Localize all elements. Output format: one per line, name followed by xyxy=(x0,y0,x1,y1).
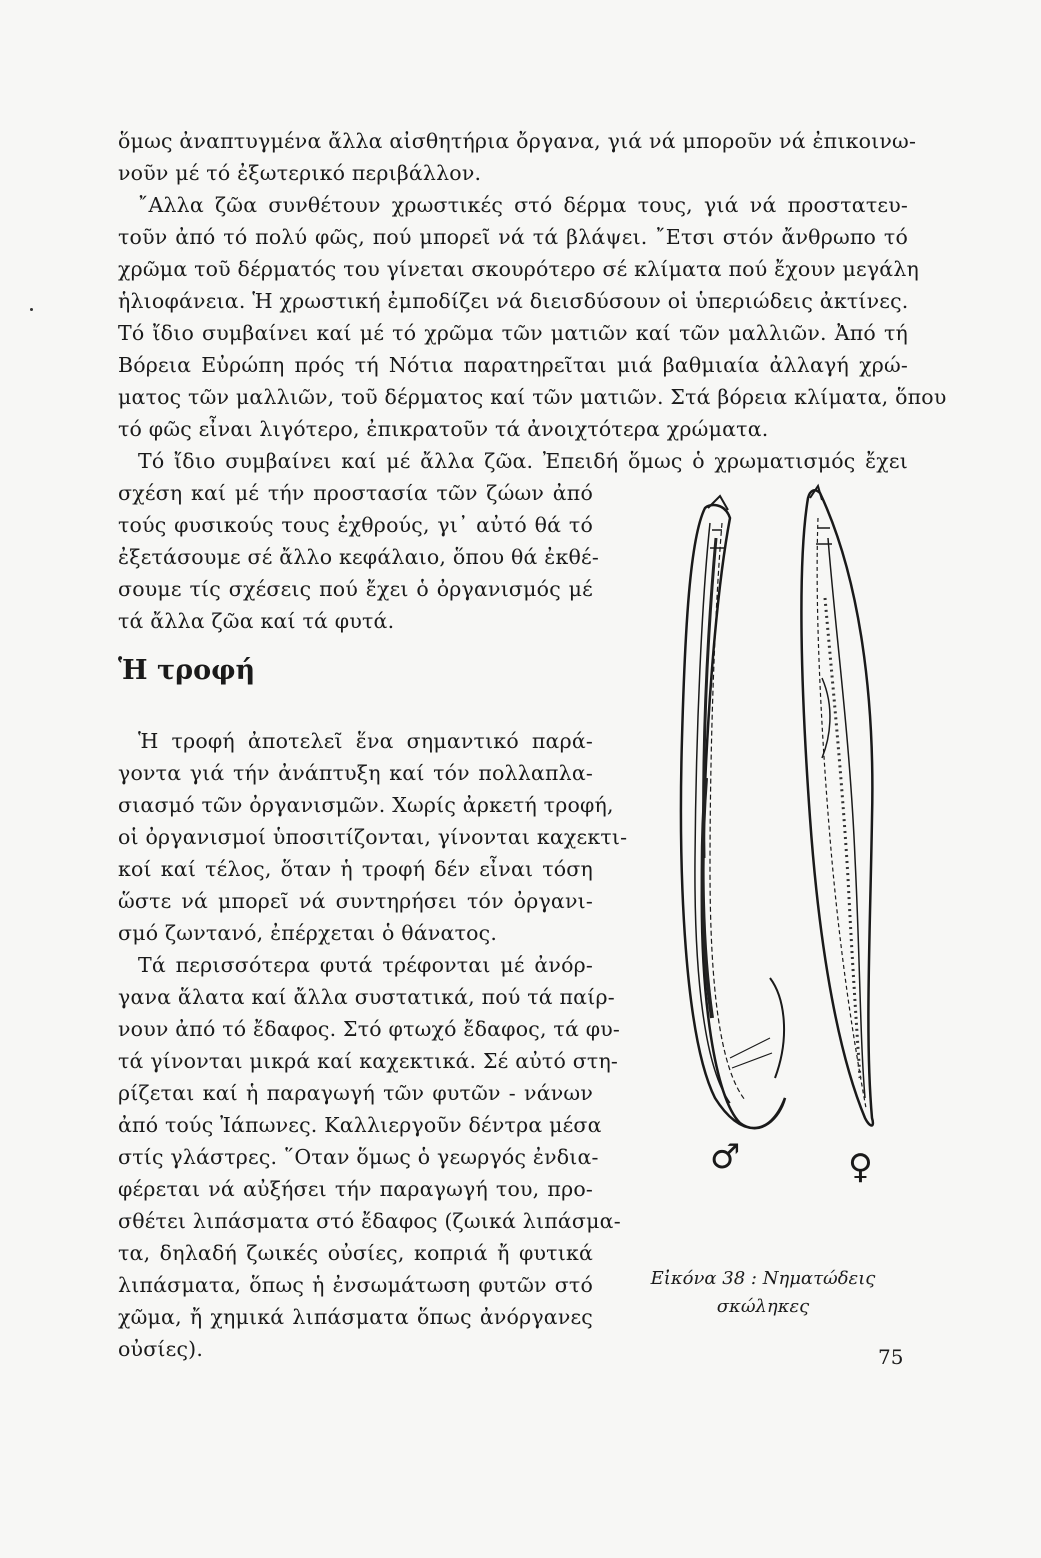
text-line: λιπάσματα, ὅπως ἡ ἐνσωμάτωση φυτῶν στό xyxy=(118,1273,593,1297)
male-symbol: ♂ xyxy=(710,1137,741,1177)
text-line: τό φῶς εἶναι λιγότερο, ἐπικρατοῦν τά ἀνοιχτότερα χρώματα. xyxy=(118,417,769,441)
text-line: ἀπό τούς Ἰάπωνες. Καλλιεργοῦν δέντρα μέσα xyxy=(118,1113,602,1137)
text-line: χρῶμα τοῦ δέρματός του γίνεται σκουρότερο σέ κλίματα πού ἔχουν μεγάλη xyxy=(118,257,919,281)
text-line: ὥστε νά μπορεῖ νά συντηρήσει τόν ὀργανι- xyxy=(118,889,593,913)
text-line: σθέτει λιπάσματα στό ἔδαφος (ζωικά λιπάσμα- xyxy=(118,1209,621,1233)
text-line: ἡλιοφάνεια. Ἡ χρωστική ἐμποδίζει νά διεισδύσουν οἱ ὑπεριώδεις ἀκτίνες. xyxy=(118,289,909,313)
text-line: Τό ἴδιο συμβαίνει καί μέ ἄλλα ζῶα. Ἐπειδή ὅμως ὁ χρωματισμός ἔχει xyxy=(138,449,908,473)
text-line: σχέση καί μέ τήν προστασία τῶν ζώων ἀπό xyxy=(118,481,593,505)
female-nematode-drawing xyxy=(801,486,872,1126)
text-line: ματος τῶν μαλλιῶν, τοῦ δέρματος καί τῶν ματιῶν. Στά βόρεια κλίματα, ὅπου xyxy=(118,385,947,409)
caption-line: σκώληκες xyxy=(716,1296,810,1317)
text-line: ῎Αλλα ζῶα συνθέτουν χρωστικές στό δέρμα τους, γιά νά προστατευ- xyxy=(138,193,908,217)
figure-caption xyxy=(628,1265,898,1321)
text-line: ὅμως ἀναπτυγμένα ἄλλα αἰσθητήρια ὄργανα, γιά νά μποροῦν νά ἐπικοινω- xyxy=(118,129,917,153)
text-line: κοί καί τέλος, ὅταν ἡ τροφή δέν εἶναι τόση xyxy=(118,857,593,881)
male-nematode-drawing xyxy=(681,496,785,1128)
text-line: Τά περισσότερα φυτά τρέφονται μέ ἀνόρ- xyxy=(138,953,593,977)
caption-line: Εἰκόνα 38 : Νηματώδεις xyxy=(650,1268,876,1289)
nematode-figure xyxy=(660,478,930,1558)
text-line: νουν ἀπό τό ἔδαφος. Στό φτωχό ἔδαφος, τά φυ- xyxy=(118,1017,621,1041)
text-line: τά γίνονται μικρά καί καχεκτικά. Σέ αὐτό στη- xyxy=(118,1049,619,1073)
text-line: τούς φυσικούς τους ἐχθρούς, γι᾽ αὐτό θά τό xyxy=(118,513,593,537)
text-line: Ἡ τροφή ἀποτελεῖ ἕνα σημαντικό παρά- xyxy=(138,729,593,753)
text-line: Τό ἴδιο συμβαίνει καί μέ τό χρῶμα τῶν ματιῶν καί τῶν μαλλιῶν. Ἀπό τή xyxy=(118,321,908,345)
female-symbol: ♀ xyxy=(848,1147,873,1187)
text-line: Βόρεια Εὐρώπη πρός τή Νότια παρατηρεῖται μιά βαθμιαία ἀλλαγή χρώ- xyxy=(118,353,908,377)
text-line: χῶμα, ἤ χημικά λιπάσματα ὅπως ἀνόργανες xyxy=(118,1305,593,1329)
text-line: σουμε τίς σχέσεις πού ἔχει ὁ ὀργανισμός μέ xyxy=(118,577,593,601)
text-line: νοῦν μέ τό ἐξωτερικό περιβάλλον. xyxy=(118,161,482,185)
text-line: τα, δηλαδή ζωικές οὐσίες, κοπριά ἤ φυτικά xyxy=(118,1241,593,1265)
text-line: οὐσίες). xyxy=(118,1337,204,1361)
text-line: στίς γλάστρες. ῞Οταν ὅμως ὁ γεωργός ἐνδια- xyxy=(118,1145,599,1169)
section-heading: Ἡ τροφή xyxy=(118,655,256,686)
text-line: οἱ ὀργανισμοί ὑποσιτίζονται, γίνονται καχεκτι- xyxy=(118,825,628,849)
page-number: 75 xyxy=(878,1345,904,1369)
margin-dot xyxy=(30,308,33,311)
text-line: γανα ἅλατα καί ἄλλα συστατικά, πού τά παίρ- xyxy=(118,985,615,1009)
text-line: τοῦν ἀπό τό πολύ φῶς, πού μπορεῖ νά τά βλάψει. ῎Ετσι στόν ἄνθρωπο τό xyxy=(118,225,908,249)
text-line: ρίζεται καί ἡ παραγωγή τῶν φυτῶν - νάνων xyxy=(118,1081,593,1105)
text-line: γοντα γιά τήν ἀνάπτυξη καί τόν πολλαπλα- xyxy=(118,761,593,785)
text-line: σμό ζωντανό, ἐπέρχεται ὁ θάνατος. xyxy=(118,921,498,945)
text-line: ἐξετάσουμε σέ ἄλλο κεφάλαιο, ὅπου θά ἐκθέ- xyxy=(118,545,599,569)
text-line: σιασμό τῶν ὀργανισμῶν. Χωρίς ἀρκετή τροφή, xyxy=(118,793,614,817)
text-line: φέρεται νά αὐξήσει τήν παραγωγή του, προ- xyxy=(118,1177,593,1201)
text-line: τά ἄλλα ζῶα καί τά φυτά. xyxy=(118,609,395,633)
